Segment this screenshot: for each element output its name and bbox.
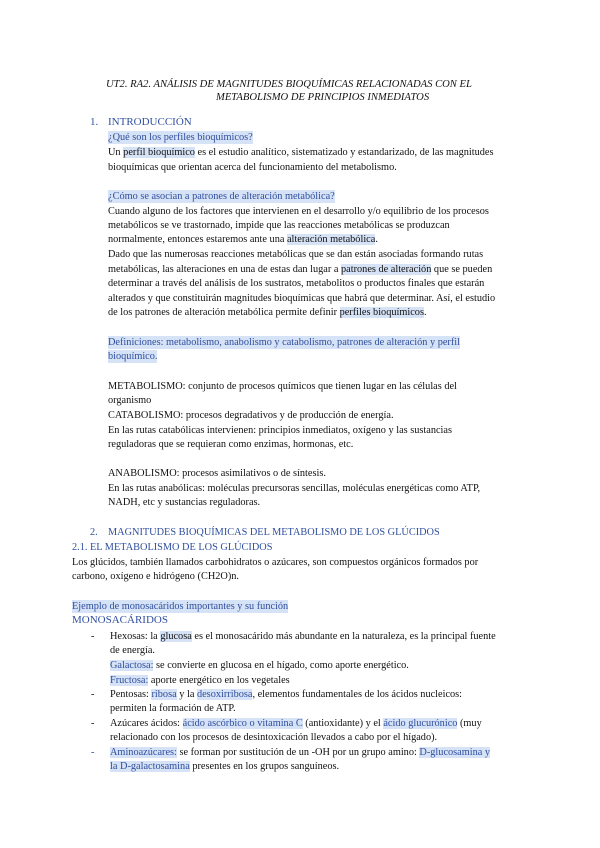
list-item-galactosa: Galactosa: se convierte en glucosa en el hígado, como aporte energético.	[110, 660, 409, 671]
list-item-aminoazucares-line-2: la D-galactosamina presentes en los grupos sanguíneos.	[110, 761, 340, 772]
paragraph-rutas-line-4: alterados y que constituirán magnitudes bioquímicas que habrá que determinar. Así, el estudio	[108, 293, 496, 304]
subsection-2-1-heading: 2.1. EL METABOLISMO DE LOS GLÚCIDOS	[72, 542, 273, 553]
anabolismo-definition-line-1: ANABOLISMO: procesos asimilativos o de síntesis.	[108, 468, 326, 479]
paragraph-perfil-line-1: Un perfil bioquímico es el estudio analítico, sistematizado y estandarizado, de las magnitudes	[108, 147, 494, 158]
paragraph-alteracion-line-3: normalmente, entonces estaremos ante una alteración metabólica.	[108, 234, 378, 245]
highlight-acido-ascorbico: ácido ascórbico o vitamina C	[182, 718, 303, 729]
glucidos-paragraph-line-2: carbono, oxígeno e hidrógeno (CH2O)n.	[72, 571, 239, 582]
paragraph-rutas-line-2: metabólicas, las alteraciones en una de estas dan lugar a patrones de alteración que se pueden	[108, 264, 493, 275]
highlight-aminoazucares: Aminoazúcares:	[110, 747, 177, 758]
question-perfiles: ¿Qué son los perfiles bioquímicos?	[108, 132, 253, 143]
paragraph-rutas-line-5: de los patrones de alteración metabólica permite definir perfiles bioquímicos.	[108, 307, 427, 318]
section-1-number: 1.	[90, 116, 99, 128]
paragraph-rutas-line-3: determinar a través del análisis de los sustratos, metabolitos o productos finales que estarán	[108, 278, 485, 289]
highlight-patrones-alteracion: patrones de alteración	[341, 264, 432, 275]
question-patrones: ¿Cómo se asocian a patrones de alteración metabólica?	[108, 191, 335, 202]
monosaccharide-examples-heading: Ejemplo de monosacáridos importantes y su función	[72, 601, 289, 612]
list-item-pentosas-line-2: permiten la formación de ATP.	[110, 703, 236, 714]
section-2-heading: MAGNITUDES BIOQUÍMICAS DEL METABOLISMO DE LOS GLÚCIDOS	[108, 527, 440, 538]
paragraph-rutas-line-1: Dado que las numerosas reacciones metabólicas que se dan están asociadas formando rutas	[108, 249, 484, 260]
list-item-aminoazucares-line-1: Aminoazúcares: se forman por sustitución de un -OH por un grupo amino: D-glucosamina y	[110, 747, 491, 758]
list-item-hexosas-line-2: de energía.	[110, 645, 155, 656]
list-item-hexosas-line-1: Hexosas: la glucosa es el monosacárido más abundante en la naturaleza, es la principal fuente	[110, 631, 496, 642]
document-title-line-2: METABOLISMO DE PRINCIPIOS INMEDIATOS	[216, 92, 430, 103]
highlight-alteracion-metabolica: alteración metabólica	[286, 234, 376, 245]
catabolismo-definition-line-3: reguladoras que se requieran como enzimas, hormonas, etc.	[108, 439, 354, 450]
glucidos-paragraph-line-1: Los glúcidos, también llamados carbohidratos o azúcares, son compuestos orgánicos formados por	[72, 557, 479, 568]
bullet-hexosas: -	[91, 631, 95, 642]
document-title-line-1: UT2. RA2. ANÁLISIS DE MAGNITUDES BIOQUÍMICAS RELACIONADAS CON EL	[106, 79, 472, 90]
highlight-perfiles-bioquimicos: perfiles bioquímicos	[339, 307, 424, 318]
highlight-glucosa: glucosa	[160, 631, 192, 642]
highlight-ribosa: ribosa	[151, 689, 177, 700]
metabolismo-definition-line-1: METABOLISMO: conjunto de procesos químicos que tienen lugar en las células del	[108, 381, 457, 392]
bullet-pentosas: -	[91, 689, 95, 700]
monosacaridos-heading: MONOSACÁRIDOS	[72, 614, 168, 626]
highlight-d-galactosamina: la D-galactosamina	[110, 761, 190, 772]
list-item-pentosas-line-1: Pentosas: ribosa y la desoxirribosa, elementos fundamentales de los ácidos nucleicos:	[110, 689, 463, 700]
catabolismo-definition-line-1: CATABOLISMO: procesos degradativos y de producción de energía.	[108, 410, 394, 421]
definitions-heading-line-2: bioquímico.	[108, 351, 158, 362]
highlight-perfil-bioquimico: perfil bioquímico	[123, 147, 195, 158]
highlight-fructosa: Fructosa:	[110, 675, 149, 686]
highlight-galactosa: Galactosa:	[110, 660, 154, 671]
highlight-d-glucosamina: D-glucosamina y	[419, 747, 491, 758]
anabolismo-definition-line-2: En las rutas anabólicas: moléculas precursoras sencillas, moléculas energéticas como ATP,	[108, 483, 481, 494]
list-item-azucares-acidos-line-2: relacionado con los procesos de desintoxicación llevados a cabo por el hígado).	[110, 732, 438, 743]
section-1-heading: INTRODUCCIÓN	[108, 116, 192, 128]
anabolismo-definition-line-3: NADH, etc y sustancias reguladoras.	[108, 497, 261, 508]
highlight-desoxirribosa: desoxirribosa	[196, 689, 253, 700]
paragraph-alteracion-line-1: Cuando alguno de los factores que intervienen en el desarrollo y/o equilibrio de los procesos	[108, 206, 489, 217]
catabolismo-definition-line-2: En las rutas catabólicas intervienen: principios inmediatos, oxígeno y las sustancias	[108, 425, 453, 436]
bullet-azucares-acidos: -	[91, 718, 95, 729]
paragraph-alteracion-line-2: metabólicos se ve trastornado, impide que las reacciones metabólicas se produzcan	[108, 220, 450, 231]
paragraph-perfil-line-2: bioquímicas que orientan acerca del funcionamiento del metabolismo.	[108, 162, 397, 173]
list-item-fructosa: Fructosa: aporte energético en los vegetales	[110, 675, 290, 686]
list-item-azucares-acidos-line-1: Azúcares ácidos: ácido ascórbico o vitamina C (antioxidante) y el ácido glucurónico (muy	[110, 718, 482, 729]
highlight-acido-glucuronico: ácido glucurónico	[383, 718, 458, 729]
metabolismo-definition-line-2: organismo	[108, 395, 152, 406]
bullet-aminoazucares: -	[91, 747, 95, 758]
definitions-heading-line-1: Definiciones: metabolismo, anabolismo y catabolismo, patrones de alteración y perfil	[108, 337, 460, 348]
section-2-number: 2.	[90, 527, 98, 538]
